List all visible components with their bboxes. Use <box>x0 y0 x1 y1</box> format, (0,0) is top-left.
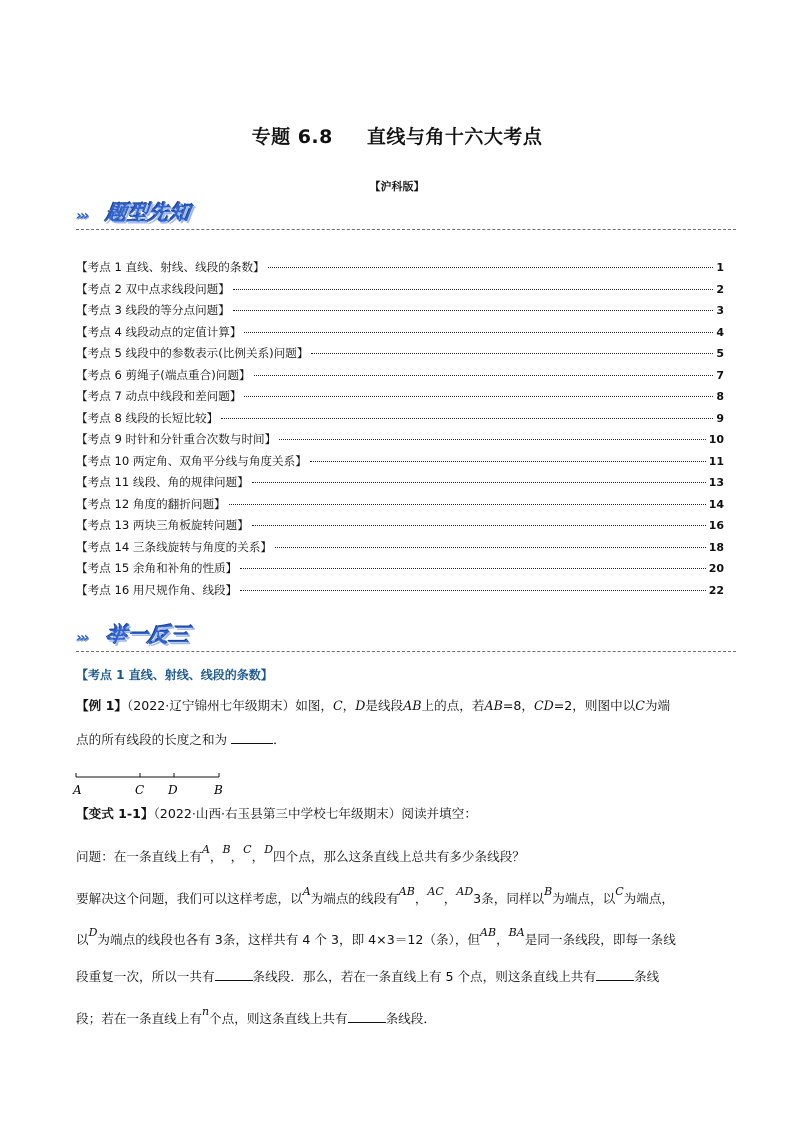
toc-item[interactable] <box>76 388 724 410</box>
banner-question-types <box>76 200 736 228</box>
toc-item-label: 【考点 14 三条线旋转与角度的关系】 <box>76 539 273 554</box>
toc-item-page: 8 <box>716 390 724 403</box>
toc-item[interactable] <box>76 431 724 453</box>
toc-item[interactable] <box>76 539 724 561</box>
toc-item-label: 【考点 7 动点中线段和差问题】 <box>76 389 242 403</box>
toc-leader-dots <box>240 590 705 591</box>
toc-item[interactable] <box>76 496 724 518</box>
toc-item-label: 【考点 4 线段动点的定值计算】 <box>76 324 242 339</box>
toc-item[interactable] <box>76 410 724 432</box>
toc-leader-dots <box>311 353 713 354</box>
example-1-line-2: 点的所有线段的长度之和为 ． <box>76 732 286 747</box>
toc-item-label: 【考点 1 直线、射线、线段的条数】 <box>76 260 265 274</box>
toc-item-label: 【考点 10 两定角、双角平分线与角度关系】 <box>76 453 307 468</box>
banner-title: 题型先知 <box>104 201 192 225</box>
toc-item-page: 5 <box>716 347 724 360</box>
toc-item[interactable] <box>76 517 724 539</box>
toc-leader-dots <box>233 310 713 311</box>
section-heading: 【考点 1 直线、射线、线段的条数】 <box>76 668 273 682</box>
segment-diagram <box>74 770 234 798</box>
banner-divider <box>76 651 736 652</box>
toc-item[interactable] <box>76 345 724 367</box>
toc-item-page: 9 <box>716 411 724 425</box>
toc-item-page: 22 <box>708 583 724 597</box>
answer-blank[interactable] <box>231 731 273 744</box>
toc-leader-dots <box>254 375 714 376</box>
toc-item[interactable] <box>76 281 724 303</box>
edition-label: 【沪科版】 <box>369 180 425 193</box>
point-label-c: C <box>135 783 145 797</box>
toc-item-label: 【考点 13 两块三角板旋转问题】 <box>76 518 249 532</box>
answer-blank-2[interactable] <box>596 968 634 981</box>
toc-item-label: 【考点 12 角度的翻折问题】 <box>76 496 226 511</box>
toc-leader-dots <box>310 461 706 462</box>
toc-item[interactable] <box>76 453 724 475</box>
toc-item-page: 16 <box>708 519 724 532</box>
example-1: 【例 1】（2022·辽宁锦州七年级期末）如图，C，D是线段AB上的点，若AB=8，CD=2，则图中以C为端 <box>76 698 671 713</box>
toc-leader-dots <box>244 396 713 397</box>
toc-item-label: 【考点 8 线段的长短比较】 <box>76 410 219 425</box>
toc-item-page: 20 <box>708 562 724 575</box>
toc-item-page: 7 <box>716 368 724 382</box>
toc-item-page: 13 <box>708 476 724 489</box>
point-label-d: D <box>168 783 178 797</box>
toc-leader-dots <box>279 439 705 440</box>
banner-practice <box>76 622 736 650</box>
toc-item-page: 14 <box>708 497 724 511</box>
toc-leader-dots <box>252 482 706 483</box>
toc-item[interactable] <box>76 259 724 281</box>
toc-item-page: 4 <box>716 325 724 339</box>
title-sub: 直线与角十六大考点 <box>366 126 543 148</box>
point-label-a: A <box>73 783 82 797</box>
banner-arrows-icon: ››› <box>76 630 88 646</box>
toc-item-label: 【考点 2 双中点求线段问题】 <box>76 281 230 296</box>
toc-item[interactable] <box>76 367 724 389</box>
toc-item-label: 【考点 6 剪绳子(端点重合)问题】 <box>76 367 251 382</box>
banner-arrows-icon: ››› <box>76 208 88 224</box>
banner-divider <box>76 229 736 230</box>
toc-item-label: 【考点 11 线段、角的规律问题】 <box>76 475 249 489</box>
toc-item-page: 10 <box>708 433 724 446</box>
toc-leader-dots <box>252 525 706 526</box>
toc-item-label: 【考点 15 余角和补角的性质】 <box>76 561 238 575</box>
toc-leader-dots <box>240 568 705 569</box>
toc-item[interactable] <box>76 474 724 496</box>
segment-figure <box>74 770 234 798</box>
page-title <box>0 122 794 149</box>
toc-item-page: 11 <box>708 454 724 468</box>
answer-blank-1[interactable] <box>215 968 253 981</box>
toc-item[interactable] <box>76 582 724 604</box>
toc-item-page: 18 <box>708 540 724 554</box>
answer-blank-3[interactable] <box>348 1010 386 1023</box>
toc-item-label: 【考点 16 用尺规作角、线段】 <box>76 582 238 597</box>
variant-explanation-1: 要解决这个问题，我们可以这样考虑，以A为端点的线段有AB，AC，AD3条，同样以B为端点，以C为端点， <box>76 885 674 906</box>
variant-explanation-4: 段；若在一条直线上有n个点，则这条直线上共有 条线段． <box>76 1005 436 1026</box>
variant-1-1-heading: 【变式 1-1】（2022·山西·右玉县第三中学校七年级期末）阅读并填空： <box>76 806 477 821</box>
toc-item-label: 【考点 9 时针和分针重合次数与时间】 <box>76 432 277 446</box>
toc-item[interactable] <box>76 324 724 346</box>
toc-leader-dots <box>221 418 713 419</box>
toc-item-page: 2 <box>716 282 724 296</box>
variant-explanation-2: 以D为端点的线段也各有 3条，这样共有 4 个 3，即 4×3＝12（条），但AB，BA是同一条线段，即每一条线 <box>76 926 676 947</box>
toc-item-page: 3 <box>716 304 724 317</box>
toc-item[interactable] <box>76 560 724 582</box>
point-label-b: B <box>214 783 223 797</box>
variant-question: 问题：在一条直线上有A，B，C，D四个点，那么这条直线上总共有多少条线段？ <box>76 843 525 864</box>
toc-item-page: 1 <box>716 261 724 274</box>
table-of-contents <box>76 259 724 603</box>
variant-explanation-3: 段重复一次，所以一共有 条线段．那么，若在一条直线上有 5 个点，则这条直线上共有 条线 <box>76 969 660 984</box>
toc-item-label: 【考点 5 线段中的参数表示(比例关系)问题】 <box>76 346 309 360</box>
toc-leader-dots <box>229 504 706 505</box>
toc-leader-dots <box>233 289 713 290</box>
toc-leader-dots <box>275 547 706 548</box>
toc-item-label: 【考点 3 线段的等分点问题】 <box>76 303 230 317</box>
toc-leader-dots <box>244 332 713 333</box>
toc-leader-dots <box>268 267 714 268</box>
banner-title: 举一反三 <box>104 623 192 647</box>
title-main: 专题 6.8 <box>251 126 333 148</box>
toc-item[interactable] <box>76 302 724 324</box>
